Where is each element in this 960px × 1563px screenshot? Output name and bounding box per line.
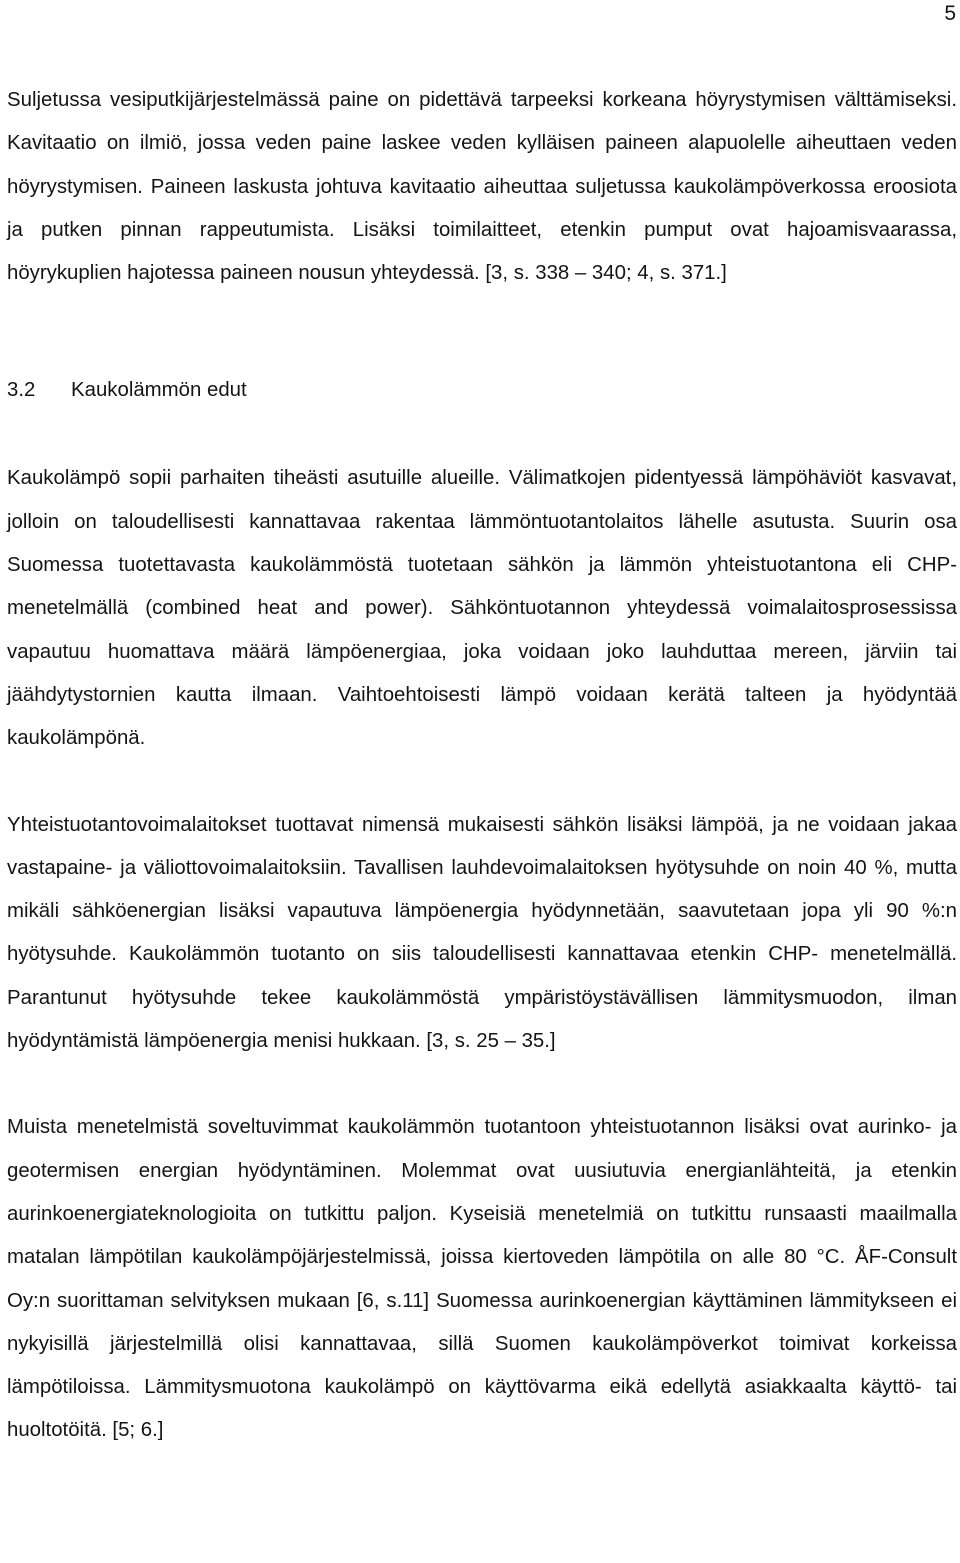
section-heading [7,376,957,404]
section-title: Kaukolämmön edut [71,379,247,402]
paragraph-cavitation: Suljetussa vesiputkijärjestelmässä paine on pidettävä tarpeeksi korkeana höyrystymisen välttämiseksi. Kavitaatio on ilmiö, jossa veden paine laskee veden kylläisen paineen alapuolelle aiheuttaen veden höyrystymisen. Paineen laskusta johtuva kavitaatio aiheuttaa suljetussa kaukolämpöverkossa eroosiota ja putken pinnan rappeutumista. Lisäksi toimilaitteet, etenkin pumput ovat hajoamisvaarassa, höyrykuplien hajotessa paineen nousun yhteydessä. [3, s. 338 – 340; 4, s. 371.] [7,89,957,285]
section-number: 3.2 [7,379,36,402]
paragraph-district-heating-benefits: Kaukolämpö sopii parhaiten tiheästi asutuille alueille. Välimatkojen pidentyessä lämpöhäviöt kasvavat, jolloin on taloudellisesti kannattavaa rakentaa lämmöntuotantolaitos lähelle asutusta. Suurin osa Suomessa tuotettavasta kaukolämmöstä tuotetaan sähkön ja lämmön yhteistuotantona eli CHP- menetelmällä (combined heat and power). Sähköntuotannon yhteydessä voimalaitosprosessissa vapautuu huomattava määrä lämpöenergiaa, joka voidaan joko lauhduttaa mereen, järviin tai jäähdytystornien kautta ilmaan. Vaihtoehtoisesti lämpö voidaan kerätä talteen ja hyödyntää kaukolämpönä. [7,467,957,750]
page-number: 5 [944,2,956,25]
paragraph-chp-plants: Yhteistuotantovoimalaitokset tuottavat nimensä mukaisesti sähkön lisäksi lämpöä, ja ne voidaan jakaa vastapaine- ja väliottovoimalaitoksiin. Tavallisen lauhdevoimalaitoksen hyötysuhde on noin 40 %, mutta mikäli sähköenergian lisäksi vapautuva lämpöenergia hyödynnetään, saavutetaan jopa yli 90 %:n hyötysuhde. Kaukolämmön tuotanto on siis taloudellisesti kannattavaa etenkin CHP- menetelmällä. Parantunut hyötysuhde tekee kaukolämmöstä ympäristöystävällisen lämmitysmuodon, ilman hyödyntämistä lämpöenergia menisi hukkaan. [3, s. 25 – 35.] [7,813,957,1053]
paragraph-other-methods: Muista menetelmistä soveltuvimmat kaukolämmön tuotantoon yhteistuotannon lisäksi ovat aurinko- ja geotermisen energian hyödyntäminen. Molemmat ovat uusiutuvia energianlähteitä, ja etenkin aurinkoenergiateknologioita on tutkittu paljon. Kyseisiä menetelmiä on tutkittu runsaasti maailmalla matalan lämpötilan kaukolämpöjärjestelmissä, joissa kiertoveden lämpötila on alle 80 °C. ÅF-Consult Oy:n suorittaman selvityksen mukaan [6, s.11] Suomessa aurinkoenergian käyttäminen lämmitykseen ei nykyisillä järjestelmillä olisi kannattavaa, sillä Suomen kaukolämpöverkot toimivat korkeissa lämpötiloissa. Lämmitysmuotona kaukolämpö on käyttövarma eikä edellytä asiakkaalta käyttö- tai huoltotöitä. [5; 6.] [7,1116,957,1442]
document-body [7,79,957,1453]
